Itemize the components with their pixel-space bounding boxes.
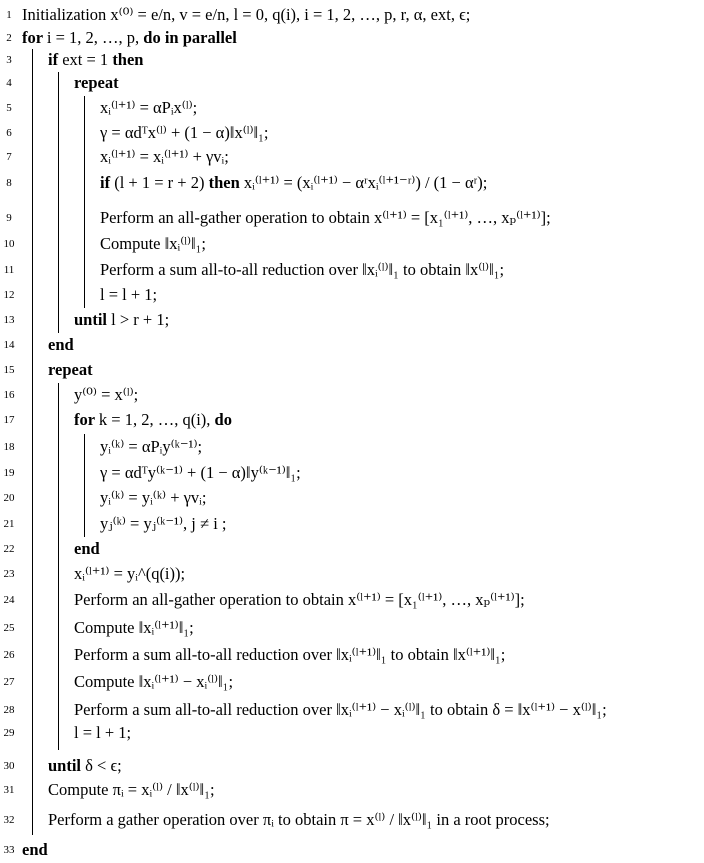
algorithm-line <box>0 588 704 612</box>
block-scope-line <box>58 308 59 333</box>
statement: Perform a gather operation over πᵢ to obtain π = x⁽ˡ⁾ / ‖x⁽ˡ⁾‖₁ in a root process; <box>48 810 550 829</box>
line-number: 2 <box>6 32 12 44</box>
block-scope-line <box>84 257 85 283</box>
block-scope-line <box>58 722 59 750</box>
statement: i = 1, 2, …, p, <box>46 28 144 47</box>
line-number: 27 <box>3 676 15 688</box>
block-scope-line <box>84 434 85 461</box>
block-scope-line <box>32 696 33 722</box>
block-scope-line <box>58 696 59 722</box>
statement: δ < ϵ; <box>85 756 122 775</box>
block-scope-line <box>58 383 59 408</box>
block-scope-line <box>32 96 33 121</box>
statement: Perform a sum all-to-all reduction over ‖xᵢ⁽ˡ⁾‖₁ to obtain ‖x⁽ˡ⁾‖₁; <box>100 260 505 279</box>
algorithm-line <box>0 308 704 332</box>
line-number: 1 <box>6 9 12 21</box>
line-text <box>74 698 607 722</box>
block-scope-line <box>32 308 33 333</box>
line-text <box>74 721 131 745</box>
line-number: 20 <box>3 492 15 504</box>
algorithm-line <box>0 808 704 832</box>
line-number: 13 <box>3 314 15 326</box>
block-scope-line <box>58 614 59 642</box>
block-scope-line <box>58 96 59 121</box>
statement: l = l + 1; <box>74 723 132 742</box>
statement: Compute ‖xᵢ⁽ˡ⁾‖₁; <box>100 234 207 253</box>
line-text <box>100 486 206 510</box>
algorithm-line <box>0 121 704 145</box>
block-scope-line <box>58 121 59 146</box>
block-scope-line <box>84 121 85 146</box>
keyword: if <box>48 50 63 69</box>
algorithm-line <box>0 698 704 722</box>
line-text <box>74 408 232 432</box>
block-scope-line <box>32 145 33 170</box>
algorithm-line <box>0 562 704 586</box>
statement: yⱼ⁽ᵏ⁾ = yⱼ⁽ᵏ⁻¹⁾, j ≠ i ; <box>100 514 227 533</box>
statement: yᵢ⁽ᵏ⁾ = yᵢ⁽ᵏ⁾ + γvᵢ; <box>100 488 207 507</box>
line-text <box>100 171 487 195</box>
algorithm-line <box>0 670 704 694</box>
block-scope-line <box>58 486 59 512</box>
keyword: end <box>22 840 48 859</box>
block-scope-line <box>32 562 33 588</box>
block-scope-line <box>58 537 59 562</box>
block-scope-line <box>58 434 59 461</box>
block-scope-line <box>58 408 59 434</box>
block-scope-line <box>32 642 33 669</box>
line-number: 11 <box>3 264 15 276</box>
statement: l > r + 1; <box>111 310 170 329</box>
keyword: for <box>74 410 99 429</box>
keyword: repeat <box>74 73 119 92</box>
statement: Perform a sum all-to-all reduction over ‖xᵢ⁽ˡ⁺¹⁾‖₁ to obtain ‖x⁽ˡ⁺¹⁾‖₁; <box>74 645 506 664</box>
keyword: if <box>100 173 115 192</box>
block-scope-line <box>32 460 33 486</box>
keyword: for <box>22 28 47 47</box>
block-scope-line <box>84 511 85 537</box>
block-scope-line <box>32 333 33 358</box>
line-text <box>74 308 169 332</box>
algorithm-line <box>0 71 704 95</box>
line-number: 15 <box>3 364 15 376</box>
block-scope-line <box>58 145 59 170</box>
line-number: 25 <box>3 622 15 634</box>
line-number: 14 <box>3 339 15 351</box>
algorithm-line <box>0 461 704 485</box>
block-scope-line <box>32 511 33 537</box>
block-scope-line <box>58 460 59 486</box>
block-scope-line <box>58 72 59 96</box>
line-text <box>100 121 269 145</box>
algorithm-line <box>0 283 704 307</box>
block-scope-line <box>32 805 33 835</box>
block-scope-line <box>58 170 59 201</box>
block-scope-line <box>32 257 33 283</box>
line-number: 33 <box>3 844 15 856</box>
line-number: 3 <box>6 54 12 66</box>
line-text <box>100 258 504 282</box>
line-number: 31 <box>3 784 15 796</box>
algorithm-line <box>0 486 704 510</box>
block-scope-line <box>84 145 85 170</box>
statement: yᵢ⁽ᵏ⁾ = αPᵢy⁽ᵏ⁻¹⁾; <box>100 437 203 456</box>
statement: y⁽⁰⁾ = x⁽ˡ⁾; <box>74 385 139 404</box>
algorithm-line <box>0 358 704 382</box>
keyword: end <box>74 539 100 558</box>
algorithm-line <box>0 721 704 745</box>
line-number: 9 <box>6 212 12 224</box>
line-number: 10 <box>3 238 15 250</box>
line-number: 28 <box>3 704 15 716</box>
block-scope-line <box>32 201 33 232</box>
block-scope-line <box>32 537 33 562</box>
line-text <box>22 26 237 50</box>
line-text <box>100 461 301 485</box>
line-text <box>74 616 194 640</box>
block-scope-line <box>32 170 33 201</box>
line-text <box>74 670 233 694</box>
block-scope-line <box>32 722 33 750</box>
algorithm-line <box>0 754 704 778</box>
statement: xᵢ⁽ˡ⁺¹⁾ = yᵢ^(q(i)); <box>74 564 186 583</box>
algorithm-line <box>0 26 704 50</box>
block-scope-line <box>32 283 33 308</box>
algorithm-line <box>0 778 704 802</box>
line-text <box>48 48 143 72</box>
block-scope-line <box>32 72 33 96</box>
keyword: do <box>214 410 232 429</box>
algorithm-line <box>0 206 704 230</box>
algorithm-line <box>0 3 704 27</box>
statement: Compute ‖xᵢ⁽ˡ⁺¹⁾ − xᵢ⁽ˡ⁾‖₁; <box>74 672 234 691</box>
line-text <box>74 643 505 667</box>
line-text <box>100 145 229 169</box>
block-scope-line <box>32 614 33 642</box>
statement: xᵢ⁽ˡ⁺¹⁾ = αPᵢx⁽ˡ⁾; <box>100 98 198 117</box>
algorithm-line <box>0 232 704 256</box>
line-text <box>74 71 119 95</box>
line-number: 23 <box>3 568 15 580</box>
block-scope-line <box>58 257 59 283</box>
block-scope-line <box>32 434 33 461</box>
block-scope-line <box>58 511 59 537</box>
line-number: 6 <box>6 127 12 139</box>
line-number: 22 <box>3 543 15 555</box>
block-scope-line <box>32 383 33 408</box>
block-scope-line <box>32 49 33 72</box>
line-text <box>100 512 226 536</box>
algorithm-line <box>0 537 704 561</box>
line-number: 17 <box>3 414 15 426</box>
line-number: 19 <box>3 467 15 479</box>
algorithm-line <box>0 171 704 195</box>
algorithm-line <box>0 48 704 72</box>
block-scope-line <box>32 587 33 614</box>
line-text <box>48 808 550 832</box>
keyword: then <box>112 50 144 69</box>
line-number: 5 <box>6 102 12 114</box>
block-scope-line <box>58 669 59 697</box>
block-scope-line <box>32 408 33 434</box>
algorithm-line <box>0 96 704 120</box>
line-number: 7 <box>6 151 12 163</box>
line-text <box>100 206 551 230</box>
line-number: 26 <box>3 649 15 661</box>
line-text <box>100 96 197 120</box>
statement: γ = αdᵀx⁽ˡ⁾ + (1 − α)‖x⁽ˡ⁾‖₁; <box>100 123 269 142</box>
line-number: 24 <box>3 594 15 606</box>
keyword: do in parallel <box>143 28 237 47</box>
block-scope-line <box>84 96 85 121</box>
block-scope-line <box>84 460 85 486</box>
line-text <box>48 778 215 802</box>
keyword: repeat <box>48 360 93 379</box>
block-scope-line <box>58 587 59 614</box>
line-text <box>48 358 93 382</box>
line-text <box>100 283 157 307</box>
line-number: 8 <box>6 177 12 189</box>
statement: xᵢ⁽ˡ⁺¹⁾ = xᵢ⁽ˡ⁺¹⁾ + γvᵢ; <box>100 147 229 166</box>
block-scope-line <box>84 486 85 512</box>
block-scope-line <box>84 201 85 232</box>
line-text <box>74 588 525 612</box>
algorithm-line <box>0 838 704 862</box>
statement: Compute πᵢ = xᵢ⁽ˡ⁾ / ‖x⁽ˡ⁾‖₁; <box>48 780 215 799</box>
statement: Perform an all-gather operation to obtain x⁽ˡ⁺¹⁾ = [x₁⁽ˡ⁺¹⁾, …, xₚ⁽ˡ⁺¹⁾]; <box>74 590 525 609</box>
algorithm-line <box>0 435 704 459</box>
block-scope-line <box>84 170 85 201</box>
block-scope-line <box>32 669 33 697</box>
block-scope-line <box>58 562 59 588</box>
algorithm-line <box>0 408 704 432</box>
algorithm-line <box>0 258 704 282</box>
line-text <box>48 754 122 778</box>
line-number: 18 <box>3 441 15 453</box>
statement: xᵢ⁽ˡ⁺¹⁾ = (xᵢ⁽ˡ⁺¹⁾ − αʳxᵢ⁽ˡ⁺¹⁻ʳ⁾) / (1 − αʳ); <box>243 173 488 192</box>
line-text <box>74 383 138 407</box>
line-text <box>100 435 202 459</box>
statement: Perform an all-gather operation to obtain x⁽ˡ⁺¹⁾ = [x₁⁽ˡ⁺¹⁾, …, xₚ⁽ˡ⁺¹⁾]; <box>100 208 551 227</box>
block-scope-line <box>84 283 85 308</box>
statement: γ = αdᵀy⁽ᵏ⁻¹⁾ + (1 − α)‖y⁽ᵏ⁻¹⁾‖₁; <box>100 463 301 482</box>
line-number: 12 <box>3 289 15 301</box>
algorithm-line <box>0 512 704 536</box>
line-number: 4 <box>6 77 12 89</box>
statement: (l + 1 = r + 2) <box>114 173 209 192</box>
line-number: 16 <box>3 389 15 401</box>
block-scope-line <box>32 231 33 257</box>
block-scope-line <box>58 201 59 232</box>
algorithm-line <box>0 383 704 407</box>
keyword: end <box>48 335 74 354</box>
keyword: until <box>48 756 86 775</box>
line-text <box>22 838 48 862</box>
block-scope-line <box>58 231 59 257</box>
statement: Initialization x⁽⁰⁾ = e/n, v = e/n, l = 0, q(i), i = 1, 2, …, p, r, α, ext, ϵ; <box>22 5 471 24</box>
statement: Compute ‖xᵢ⁽ˡ⁺¹⁾‖₁; <box>74 618 194 637</box>
block-scope-line <box>58 283 59 308</box>
keyword: then <box>208 173 244 192</box>
algorithm-line <box>0 616 704 640</box>
statement: Perform a sum all-to-all reduction over ‖xᵢ⁽ˡ⁺¹⁾ − xᵢ⁽ˡ⁾‖₁ to obtain δ = ‖x⁽ˡ⁺¹⁾ − x⁽ˡ⁾‖₁; <box>74 700 607 719</box>
block-scope-line <box>32 486 33 512</box>
block-scope-line <box>58 642 59 669</box>
statement: ext = 1 <box>62 50 113 69</box>
algorithm-line <box>0 145 704 169</box>
line-number: 30 <box>3 760 15 772</box>
block-scope-line <box>32 121 33 146</box>
line-text <box>74 562 185 586</box>
statement: k = 1, 2, …, q(i), <box>98 410 215 429</box>
block-scope-line <box>32 358 33 383</box>
block-scope-line <box>32 778 33 805</box>
line-text <box>48 333 74 357</box>
line-number: 21 <box>3 518 15 530</box>
keyword: until <box>74 310 112 329</box>
statement: l = l + 1; <box>100 285 158 304</box>
line-text <box>100 232 206 256</box>
line-text <box>22 3 470 27</box>
block-scope-line <box>32 750 33 779</box>
block-scope-line <box>84 231 85 257</box>
line-number: 32 <box>3 814 15 826</box>
algorithm-line <box>0 333 704 357</box>
line-number: 29 <box>3 727 15 739</box>
line-text <box>74 537 100 561</box>
algorithm-line <box>0 643 704 667</box>
